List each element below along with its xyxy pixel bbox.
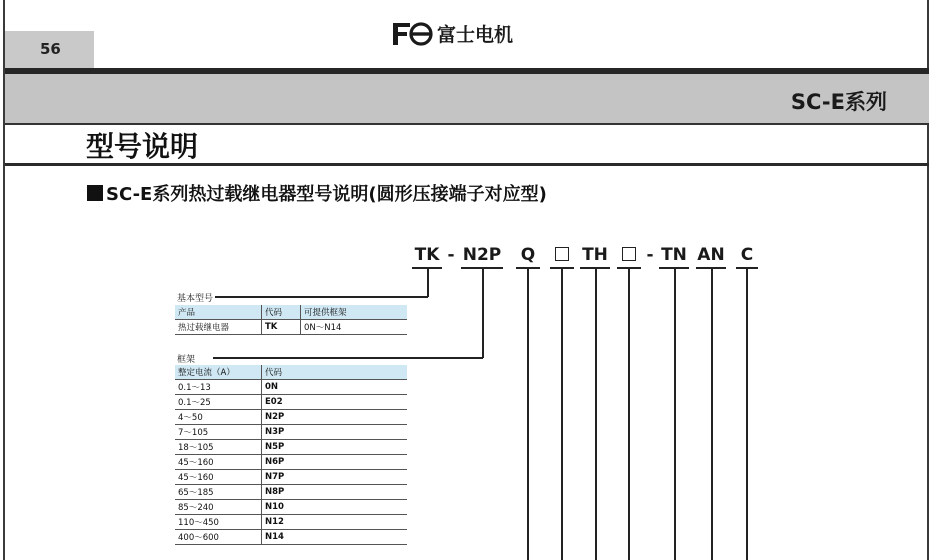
connector-line-frame xyxy=(482,269,484,358)
table-cell: 45～160 xyxy=(175,455,262,470)
table-row xyxy=(175,530,407,545)
sub-title xyxy=(87,180,547,206)
table-header-cell: 整定电流（A） xyxy=(175,365,262,380)
table-cell: N5P xyxy=(262,440,408,455)
table-row xyxy=(175,470,407,485)
table-cell: TK xyxy=(262,320,301,335)
table-cell: 4～50 xyxy=(175,410,262,425)
table-row xyxy=(175,380,407,395)
table-cell: 110～450 xyxy=(175,515,262,530)
section-rule xyxy=(5,163,929,166)
connector-line-frame xyxy=(213,357,483,359)
code-segment-q: Q xyxy=(520,245,536,265)
table-cell: E02 xyxy=(262,395,408,410)
table-header-row xyxy=(175,305,407,320)
code-separator: - xyxy=(646,245,654,265)
sub-title-text: SC-E系列热过载继电器型号说明(圆形压接端子对应型) xyxy=(106,184,547,205)
connector-line xyxy=(561,269,563,560)
frame-table xyxy=(175,365,407,545)
table-cell: 热过载继电器 xyxy=(175,320,262,335)
table-cell: N8P xyxy=(262,485,408,500)
connector-line xyxy=(628,269,630,560)
table-header-cell: 产品 xyxy=(175,305,262,320)
table-header-row xyxy=(175,365,407,380)
brand-name: 富士电机 xyxy=(437,24,514,46)
connector-line xyxy=(527,269,529,560)
frame-label: 框架 xyxy=(177,355,196,365)
table-cell: 400～600 xyxy=(175,530,262,545)
table-cell: N10 xyxy=(262,500,408,515)
table-cell: 0.1～13 xyxy=(175,380,262,395)
fuji-electric-logo-icon xyxy=(390,21,434,47)
code-segment-an: AN xyxy=(697,245,725,265)
table-row xyxy=(175,440,407,455)
table-header-cell: 可提供框架 xyxy=(301,305,408,320)
connector-line-basic xyxy=(427,269,429,297)
code-segment-blank-2 xyxy=(622,247,636,261)
table-cell: N12 xyxy=(262,515,408,530)
table-cell: N2P xyxy=(262,410,408,425)
table-row xyxy=(175,485,407,500)
code-segment-frame: N2P xyxy=(462,245,502,265)
table-row xyxy=(175,320,407,335)
table-cell: 45～160 xyxy=(175,470,262,485)
series-label: SC-E系列 xyxy=(790,90,887,114)
code-segment-tn: TN xyxy=(661,245,687,265)
table-cell: N7P xyxy=(262,470,408,485)
table-row xyxy=(175,455,407,470)
table-header-cell: 代码 xyxy=(262,365,408,380)
connector-line xyxy=(595,269,597,560)
table-cell: N14 xyxy=(262,530,408,545)
code-segment-tk: TK xyxy=(414,245,440,265)
basic-model-table xyxy=(175,305,407,335)
table-cell: 18～105 xyxy=(175,440,262,455)
table-cell: 0.1～25 xyxy=(175,395,262,410)
table-cell: N6P xyxy=(262,455,408,470)
connector-line xyxy=(674,269,676,560)
table-cell: 85～240 xyxy=(175,500,262,515)
table-row xyxy=(175,500,407,515)
code-segment-blank-1 xyxy=(555,247,569,261)
table-row xyxy=(175,425,407,440)
connector-line-basic xyxy=(215,296,428,298)
table-header-cell: 代码 xyxy=(262,305,301,320)
bullet-square-icon xyxy=(87,185,103,201)
table-cell: 65～185 xyxy=(175,485,262,500)
code-separator: - xyxy=(447,245,455,265)
code-segment-th: TH xyxy=(582,245,608,265)
table-cell: 7～105 xyxy=(175,425,262,440)
brand xyxy=(390,20,513,47)
page-number: 56 xyxy=(40,40,61,58)
connector-line xyxy=(746,269,748,560)
code-segment-c: C xyxy=(740,245,754,265)
table-row xyxy=(175,395,407,410)
connector-line xyxy=(711,269,713,560)
table-cell: 0N xyxy=(262,380,408,395)
table-cell: 0N～N14 xyxy=(301,320,408,335)
section-title: 型号说明 xyxy=(86,130,199,163)
table-row xyxy=(175,410,407,425)
table-cell: N3P xyxy=(262,425,408,440)
table-row xyxy=(175,515,407,530)
basic-model-label: 基本型号 xyxy=(177,294,214,304)
